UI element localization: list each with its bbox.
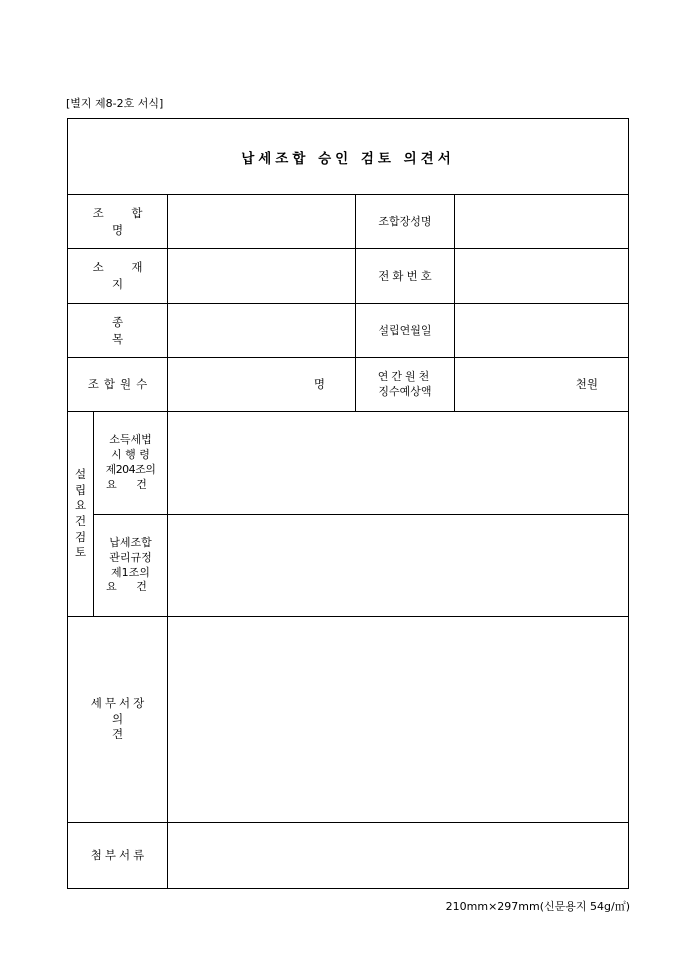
field-union-head[interactable]	[455, 195, 628, 248]
req1-line: 제204조의	[105, 463, 156, 476]
label-union-name: 조 합 명	[92, 205, 155, 237]
label-member-count: 조합원수	[87, 377, 153, 392]
label-founding-date: 설립연월일	[378, 323, 432, 337]
field-income-tax-law[interactable]	[168, 412, 628, 514]
label-union-head: 조합장성명	[378, 214, 432, 228]
req1-line: 소득세법	[109, 433, 152, 447]
field-opinion[interactable]	[168, 617, 628, 822]
side-char: 건	[74, 514, 87, 528]
field-founding-date[interactable]	[455, 304, 628, 357]
opinion-line1: 세무서장	[90, 696, 148, 711]
req1-line: 요 건	[106, 477, 155, 491]
label-attachments: 첨부서류	[90, 848, 148, 863]
amount-unit: 천원	[575, 377, 598, 392]
label-requirements-review	[68, 412, 93, 616]
field-location[interactable]	[168, 249, 355, 303]
req2-line: 제1조의	[111, 565, 150, 579]
label-union-regulation	[94, 515, 167, 616]
paper-spec: 210mm×297mm(신문용지 54g/㎡)	[445, 900, 630, 913]
form-title: 납세조합 승인 검토 의견서	[241, 150, 455, 167]
member-unit: 명	[313, 377, 325, 392]
label-annual-amount	[356, 358, 454, 411]
opinion-line2: 의 견	[111, 711, 158, 742]
field-union-name[interactable]	[168, 195, 355, 248]
label-category: 종 목	[111, 314, 158, 346]
req2-line: 납세조합	[109, 535, 152, 549]
side-char: 립	[74, 482, 87, 497]
field-phone[interactable]	[455, 249, 628, 303]
side-char: 검	[74, 529, 87, 544]
field-annual-amount[interactable]	[455, 358, 628, 411]
field-member-count[interactable]	[168, 358, 355, 411]
label-location: 소 재 지	[92, 260, 155, 291]
req2-line: 요 건	[106, 580, 155, 594]
field-attachments[interactable]	[168, 823, 628, 888]
label-opinion	[68, 617, 167, 822]
label-phone: 전화번호	[378, 268, 435, 283]
review-form	[67, 118, 629, 889]
label-income-tax-law	[94, 412, 167, 514]
req1-line: 시 행 령	[111, 448, 150, 462]
annual-amount-line1: 연간원천	[377, 369, 433, 383]
side-char: 설	[74, 467, 87, 482]
title-row	[68, 119, 628, 194]
field-category[interactable]	[168, 304, 355, 357]
form-label: [별지 제8-2호 서식]	[66, 97, 164, 110]
side-char: 요	[74, 498, 87, 513]
req2-line: 관리규정	[109, 550, 152, 564]
annual-amount-line2: 징수예상액	[378, 384, 432, 398]
field-union-regulation[interactable]	[168, 515, 628, 616]
side-char: 토	[74, 545, 87, 560]
